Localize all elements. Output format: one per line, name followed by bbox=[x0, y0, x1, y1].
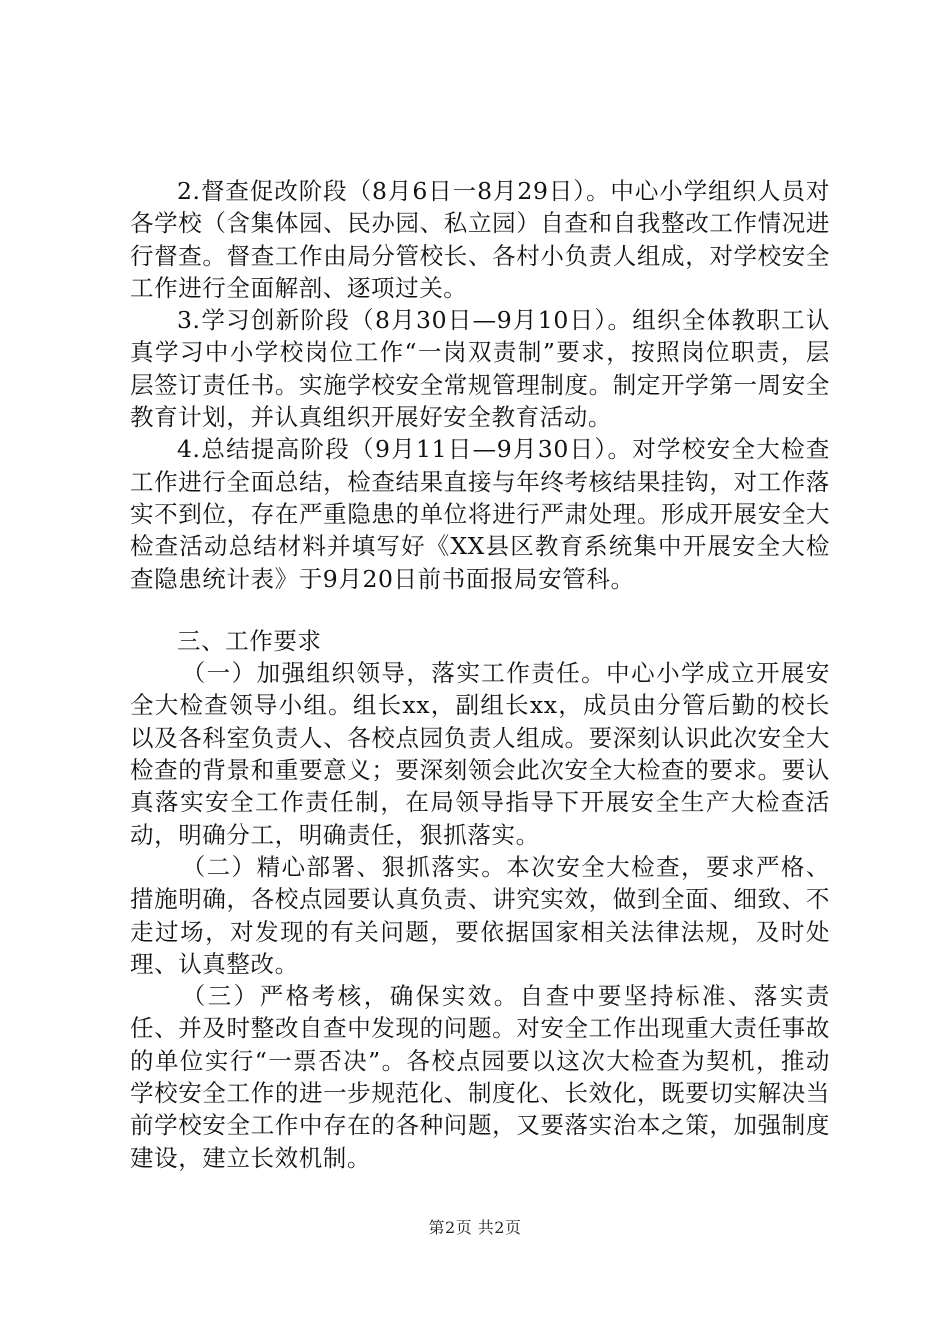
page-footer: 第2页 共2页 bbox=[428, 1218, 522, 1237]
requirement-paragraph-2: （二）精心部署、狠抓落实。本次安全大检查，要求严格、措施明确，各校点园要认真负责、讲究实效，做到全面、细致、不走过场，对发现的有关问题，要依据国家相关法律法规，及时处理、认真整改。 bbox=[130, 852, 830, 978]
section-heading: 三、工作要求 bbox=[177, 626, 322, 655]
requirement-paragraph-1: （一）加强组织领导，落实工作责任。中心小学成立开展安全大检查领导小组。组长xx，副组长xx，成员由分管后勤的校长以及各科室负责人、各校点园负责人组成。要深刻认识此次安全大检查的背景和重要意义；要深刻领会此次安全大检查的要求。要认真落实安全工作责任制，在局领导指导下开展安全生产大检查活动，明确分工，明确责任，狠抓落实。 bbox=[130, 659, 830, 849]
document-body bbox=[130, 175, 830, 1174]
stage-paragraph-4: 4.总结提高阶段（9月11日—9月30日）。对学校安全大检查工作进行全面总结，检查结果直接与年终考核结果挂钩，对工作落实不到位，存在严重隐患的单位将进行严肃处理。形成开展安全大检查活动总结材料并填写好《XX县区教育系统集中开展安全大检查隐患统计表》于9月20日前书面报局安管科。 bbox=[130, 435, 830, 593]
requirement-paragraph-3: （三）严格考核，确保实效。自查中要坚持标准、落实责任、并及时整改自查中发现的问题。对安全工作出现重大责任事故的单位实行“一票否决”。各校点园要以这次大检查为契机，推动学校安全工作的进一步规范化、制度化、长效化，既要切实解决当前学校安全工作中存在的各种问题，又要落实治本之策，加强制度建设，建立长效机制。 bbox=[130, 982, 830, 1172]
stage-paragraph-3: 3.学习创新阶段（8月30日—9月10日）。组织全体教职工认真学习中小学校岗位工作“一岗双责制”要求，按照岗位职责，层层签订责任书。实施学校安全常规管理制度。制定开学第一周安全教育计划，并认真组织开展好安全教育活动。 bbox=[130, 306, 830, 432]
stage-paragraph-2: 2.督查促改阶段（8月6日一8月29日）。中心小学组织人员对各学校（含集体园、民办园、私立园）自查和自我整改工作情况进行督查。督查工作由局分管校长、各村小负责人组成，对学校安全工作进行全面解剖、逐项过关。 bbox=[130, 177, 830, 302]
